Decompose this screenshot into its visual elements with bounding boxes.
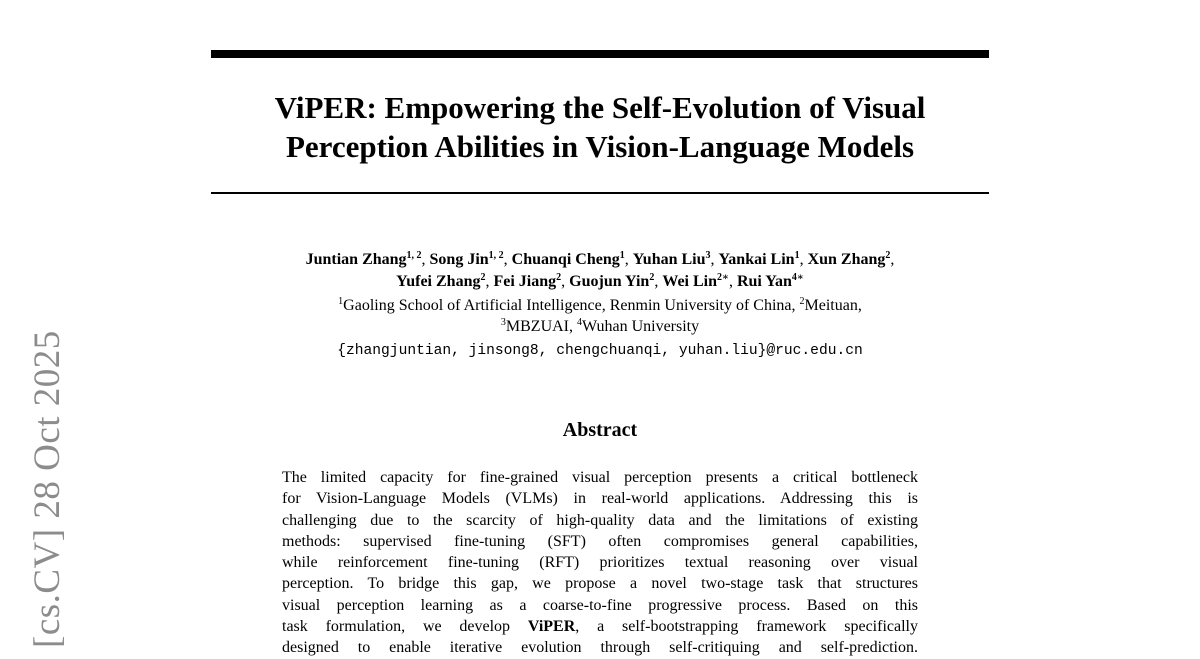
affiliations — [180, 295, 1020, 337]
author-name: Guojun Yin — [569, 273, 650, 290]
abstract-line: designed to enable iterative evolution through self-critiquing and self-prediction. — [282, 639, 918, 657]
author-affiliation-mark: 4∗ — [791, 272, 804, 283]
author-affiliation-mark: 2∗ — [717, 272, 729, 283]
title-bottom-rule — [211, 192, 989, 194]
author-name: Xun Zhang — [807, 251, 886, 268]
author-separator: , — [503, 251, 512, 268]
affiliation-text: Meituan, — [804, 297, 862, 314]
abstract-line: while reinforcement fine-tuning (RFT) prioritizes textual reasoning over visual — [282, 554, 918, 572]
abstract-text: , a self-bootstrapping framework specifically — [575, 618, 918, 636]
author-separator: , — [799, 251, 808, 268]
author-affiliation-mark: 1 — [619, 250, 625, 261]
author-separator: , — [421, 251, 430, 268]
affiliation-line-1 — [180, 295, 1020, 316]
abstract-text: task formulation, we develop — [282, 618, 528, 636]
abstract-line: challenging due to the scarcity of high-quality data and the limitations of existing — [282, 511, 918, 529]
abstract-line: The limited capacity for fine-grained visual perception presents a critical bottleneck — [282, 469, 918, 486]
author-affiliation-mark: 1, 2 — [406, 250, 422, 261]
author-email: {zhangjuntian, jinsong8, chengchuanqi, yuhan.liu}@ruc.edu.cn — [337, 343, 863, 359]
paper-title — [211, 88, 989, 166]
affiliation-mark: 2 — [799, 296, 805, 307]
author-name: Fei Jiang — [493, 273, 557, 290]
author-affiliation-mark: 3 — [705, 250, 711, 261]
affiliation-mark: 4 — [577, 317, 582, 328]
author-line-2 — [180, 271, 1020, 293]
author-affiliation-mark: 1, 2 — [488, 250, 504, 261]
affiliation-text: MBZUAI, — [505, 318, 577, 335]
title-line-2: Perception Abilities in Vision-Language Models — [285, 129, 915, 164]
affiliation-text: Wuhan University — [582, 318, 700, 335]
affiliation-line-2 — [180, 316, 1020, 337]
author-separator: , — [624, 251, 633, 268]
title-top-rule — [211, 50, 989, 58]
author-name: Chuanqi Cheng — [511, 251, 620, 268]
abstract-line: perception. To bridge this gap, we propose a novel two-stage task that structures — [282, 575, 918, 593]
abstract-body — [282, 467, 918, 659]
author-affiliation-mark: 2 — [556, 272, 562, 283]
abstract-heading: Abstract — [562, 419, 638, 441]
abstract-line — [282, 616, 918, 637]
affiliation-mark: 3 — [500, 317, 506, 328]
author-affiliation-mark: 1 — [794, 250, 800, 261]
author-separator: , — [710, 251, 719, 268]
author-separator: , — [485, 273, 494, 290]
author-name: Yufei Zhang — [396, 273, 481, 290]
affiliation-text: Gaoling School of Artificial Intelligence, Renmin University of China, — [343, 297, 800, 314]
author-name: Rui Yan — [736, 273, 792, 290]
abstract-line: methods: supervised fine-tuning (SFT) often compromises general capabilities, — [282, 532, 918, 550]
title-line-1: ViPER: Empowering the Self-Evolution of Visual — [274, 90, 926, 125]
author-affiliation-mark: 2 — [649, 272, 655, 283]
author-separator: , — [654, 273, 663, 290]
affiliation-mark: 1 — [338, 296, 344, 307]
author-separator: , — [561, 273, 570, 290]
abstract-line: visual perception learning as a coarse-to-fine progressive process. Based on this — [282, 596, 918, 614]
author-list — [180, 249, 1020, 293]
author-name: Song Jin — [429, 251, 489, 268]
author-separator: , — [890, 251, 895, 268]
author-name: Juntian Zhang — [305, 251, 407, 268]
author-line-1 — [180, 249, 1020, 271]
author-name: Wei Lin — [662, 273, 718, 290]
author-affiliation-mark: 2 — [480, 272, 486, 283]
author-name: Yankai Lin — [718, 251, 795, 268]
author-name: Yuhan Liu — [632, 251, 706, 268]
abstract-line: for Vision-Language Models (VLMs) in real-world applications. Addressing this is — [282, 490, 918, 508]
framework-name: ViPER — [527, 618, 576, 636]
author-separator: , — [728, 273, 737, 290]
author-affiliation-mark: 2 — [885, 250, 891, 261]
arxiv-sidebar-stamp: [cs.CV] 28 Oct 2025 — [27, 330, 68, 648]
